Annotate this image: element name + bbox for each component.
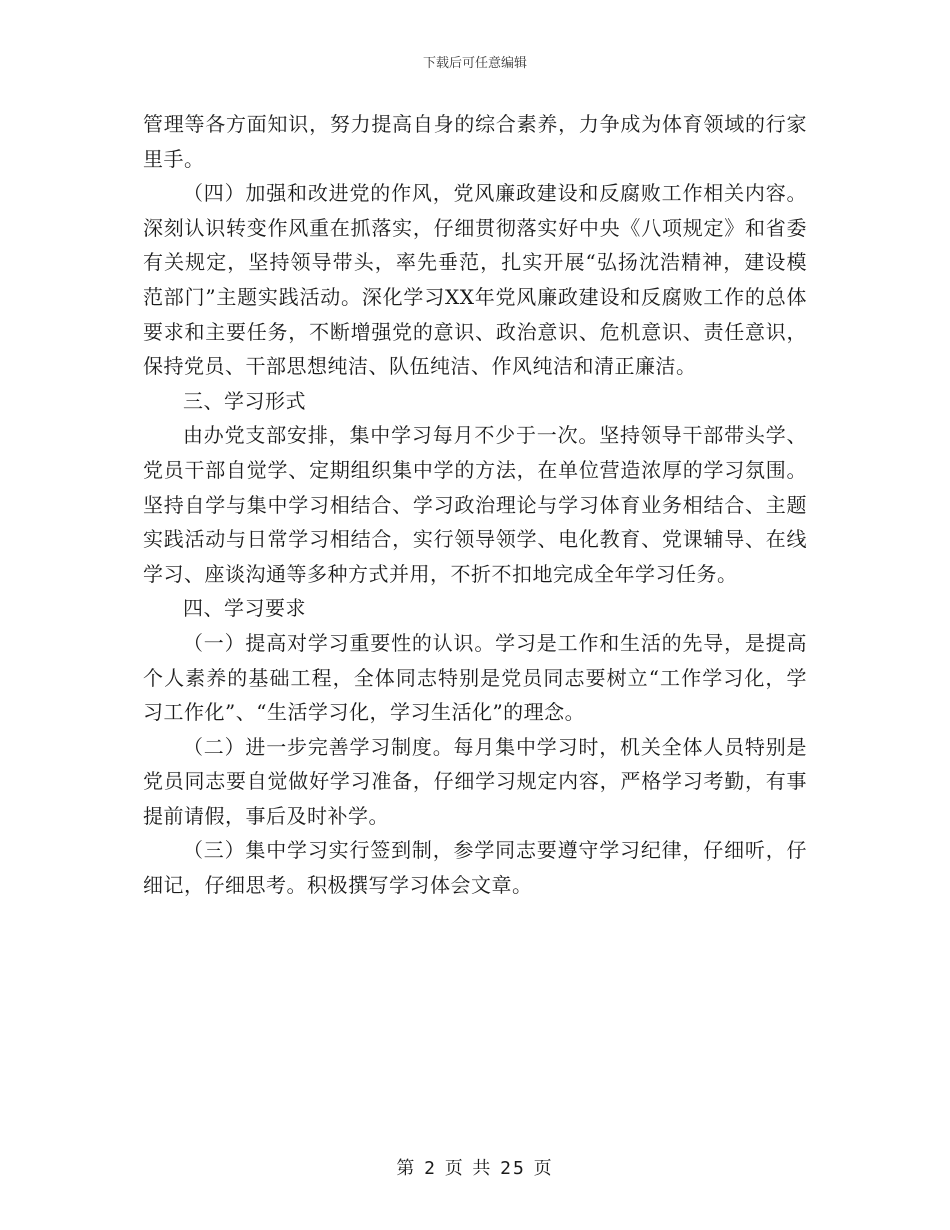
page-header: 下载后可任意编辑 xyxy=(422,56,527,71)
paragraph-requirement-2: （二）进一步完善学习制度。每月集中学习时，机关全体人员特别是党员同志要自觉做好学习准备，仔细学习规定内容，严格学习考勤，有事提前请假，事后及时补学。 xyxy=(143,734,807,828)
paragraph-continuation: 管理等各方面知识，努力提高自身的综合素养，力争成为体育领域的行家里手。 xyxy=(143,112,807,171)
paragraph-learning-format: 由办党支部安排，集中学习每月不少于一次。坚持领导干部带头学、党员干部自觉学、定期组织集中学的方法，在单位营造浓厚的学习氛围。坚持自学与集中学习相结合、学习政治理论与学习体育业务相结合、主题实践活动与日常学习相结合，实行领导领学、电化教育、党课辅导、在线学习、座谈沟通等多种方式并用，不折不扣地完成全年学习任务。 xyxy=(143,423,807,586)
document-body xyxy=(143,107,807,903)
footer-middle: 页 共 xyxy=(444,1158,493,1179)
paragraph-requirement-3: （三）集中学习实行签到制，参学同志要遵守学习纪律，仔细听，仔细记，仔细思考。积极撰写学习体会文章。 xyxy=(143,838,807,898)
heading-learning-format: 三、学习形式 xyxy=(183,388,306,413)
footer-total-pages: 25 xyxy=(500,1158,526,1179)
paragraph-requirement-1: （一）提高对学习重要性的认识。学习是工作和生活的先导，是提高个人素养的基础工程，全体同志特别是党员同志要树立“工作学习化，学习工作化”、“生活学习化，学习生活化”的理念。 xyxy=(143,630,807,725)
footer-prefix: 第 xyxy=(396,1158,417,1179)
footer-suffix: 页 xyxy=(533,1158,554,1179)
heading-learning-requirements: 四、学习要求 xyxy=(183,596,306,621)
paragraph-section-4: （四）加强和改进党的作风，党风廉政建设和反腐败工作相关内容。深刻认识转变作风重在抓落实，仔细贯彻落实好中央《八项规定》和省委有关规定，坚持领导带头，率先垂范，扎实开展“弘扬沈浩精神，建设模范部门”主题实践活动。深化学习XX年党风廉政建设和反腐败工作的总体要求和主要任务，不断增强党的意识、政治意识、危机意识、责任意识，保持党员、干部思想纯洁、队伍纯洁、作风纯洁和清正廉洁。 xyxy=(143,181,807,379)
page-footer xyxy=(0,1154,950,1180)
footer-page-number: 2 xyxy=(424,1158,437,1179)
